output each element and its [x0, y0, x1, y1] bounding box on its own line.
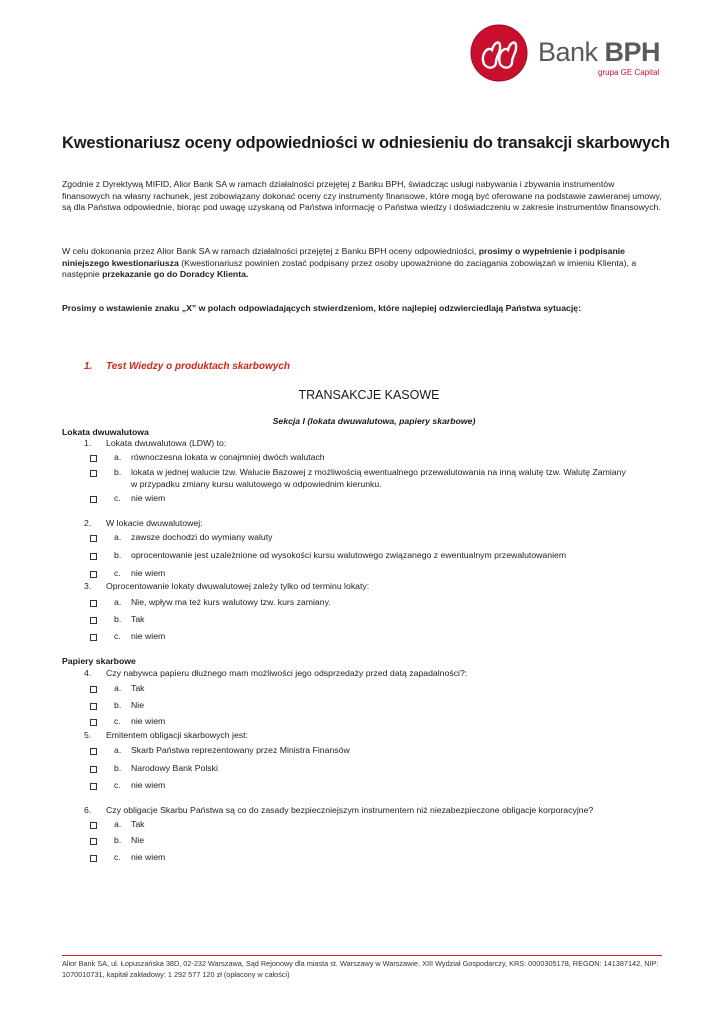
footer-legal-text: Alior Bank SA, ul. Łopuszańska 38D, 02-232 Warszawa, Sąd Rejonowy dla miasta st. Warszawy w Warszawie, XIII Wydział Gospodarczy, KRS: 0000305178, REGON: 141387142, NIP: 1070010731, kapitał zakładowy: 1 292 577 120 zł (opłacony w całości) [62, 959, 659, 979]
checkbox[interactable] [90, 617, 97, 624]
checkbox[interactable] [90, 553, 97, 560]
checkbox[interactable] [90, 838, 97, 845]
checkbox[interactable] [90, 719, 97, 726]
bank-bph-logo-mark-icon [470, 24, 528, 82]
question-4: 4. Czy nabywca papieru dłużnego mam możliwości jego odsprzedaży przed datą zapadalności?: [84, 668, 468, 678]
checkbox[interactable] [90, 470, 97, 477]
checkbox[interactable] [90, 600, 97, 607]
document-title: Kwestionariusz oceny odpowiedniości w odniesieniu do transakcji skarbowych [62, 134, 670, 152]
question-6: 6. Czy obligacje Skarbu Państwa są co do zasady bezpieczniejszym instrumentem niż niezabezpieczone obligacje korporacyjne? [84, 805, 594, 815]
checkbox[interactable] [90, 703, 97, 710]
checkbox[interactable] [90, 855, 97, 862]
logo-tagline: grupa GE Capital [598, 68, 660, 77]
intro-paragraph-request: W celu dokonania przez Alior Bank SA w ramach działalności przejętej z Banku BPH oceny odpowiedniości, prosimy o wypełnienie i podpisanie niniejszego kwestionariusza (Kwestionariusz powinien zostać podpisany przez osoby upoważnione do zaciągania zobowiązań w imieniu Klienta), a następnie przekazanie go do Doradcy Klienta. [62, 246, 637, 280]
bank-bph-logo [470, 24, 670, 84]
checkbox[interactable] [90, 496, 97, 503]
checkbox[interactable] [90, 535, 97, 542]
checkbox[interactable] [90, 634, 97, 641]
footer-divider [62, 955, 662, 956]
bank-bph-wordmark: Bank BPH [538, 37, 661, 67]
checkbox[interactable] [90, 686, 97, 693]
transactions-heading: TRANSAKCJE KASOWE [298, 388, 440, 402]
subsection-heading: Sekcja I (lokata dwuwalutowa, papiery skarbowe) [272, 416, 476, 426]
checkbox[interactable] [90, 455, 97, 462]
instruction-text: Prosimy o wstawienie znaku „X” w polach odpowiadających stwierdzeniom, które najlepiej odzwierciedlają Państwa sytuację: [62, 303, 581, 313]
checkbox[interactable] [90, 822, 97, 829]
group-heading-papiery: Papiery skarbowe [62, 656, 136, 666]
question-3: 3. Oprocentowanie lokaty dwuwalutowej zależy tylko od terminu lokaty: [84, 581, 370, 591]
group-heading-lokata: Lokata dwuwalutowa [62, 427, 149, 437]
checkbox[interactable] [90, 783, 97, 790]
question-1: 1. Lokata dwuwalutowa (LDW) to: [84, 438, 227, 448]
checkbox[interactable] [90, 748, 97, 755]
intro-paragraph-mifid: Zgodnie z Dyrektywą MIFID, Alior Bank SA w ramach działalności przejętej z Banku BPH, świadcząc usługi nabywania i zbywania instrumentów finansowych na własny rachunek, jest zobowiązany dokonać oceny czy instrumenty finansowe, które mogą być oferowane na podstawie zawieranej umowy, są dla Państwa odpowiednie, biorąc pod uwagę uzyskaną od Państwa informację o Państwa wiedzy i doświadczeniu w zakresie instrumentów finansowych. [62, 179, 662, 213]
checkbox[interactable] [90, 766, 97, 773]
question-5: 5. Emitentem obligacji skarbowych jest: [84, 730, 248, 740]
section-heading: 1. Test Wiedzy o produktach skarbowych [84, 361, 291, 372]
checkbox[interactable] [90, 571, 97, 578]
question-2: 2. W lokacie dwuwalutowej: [84, 518, 203, 528]
